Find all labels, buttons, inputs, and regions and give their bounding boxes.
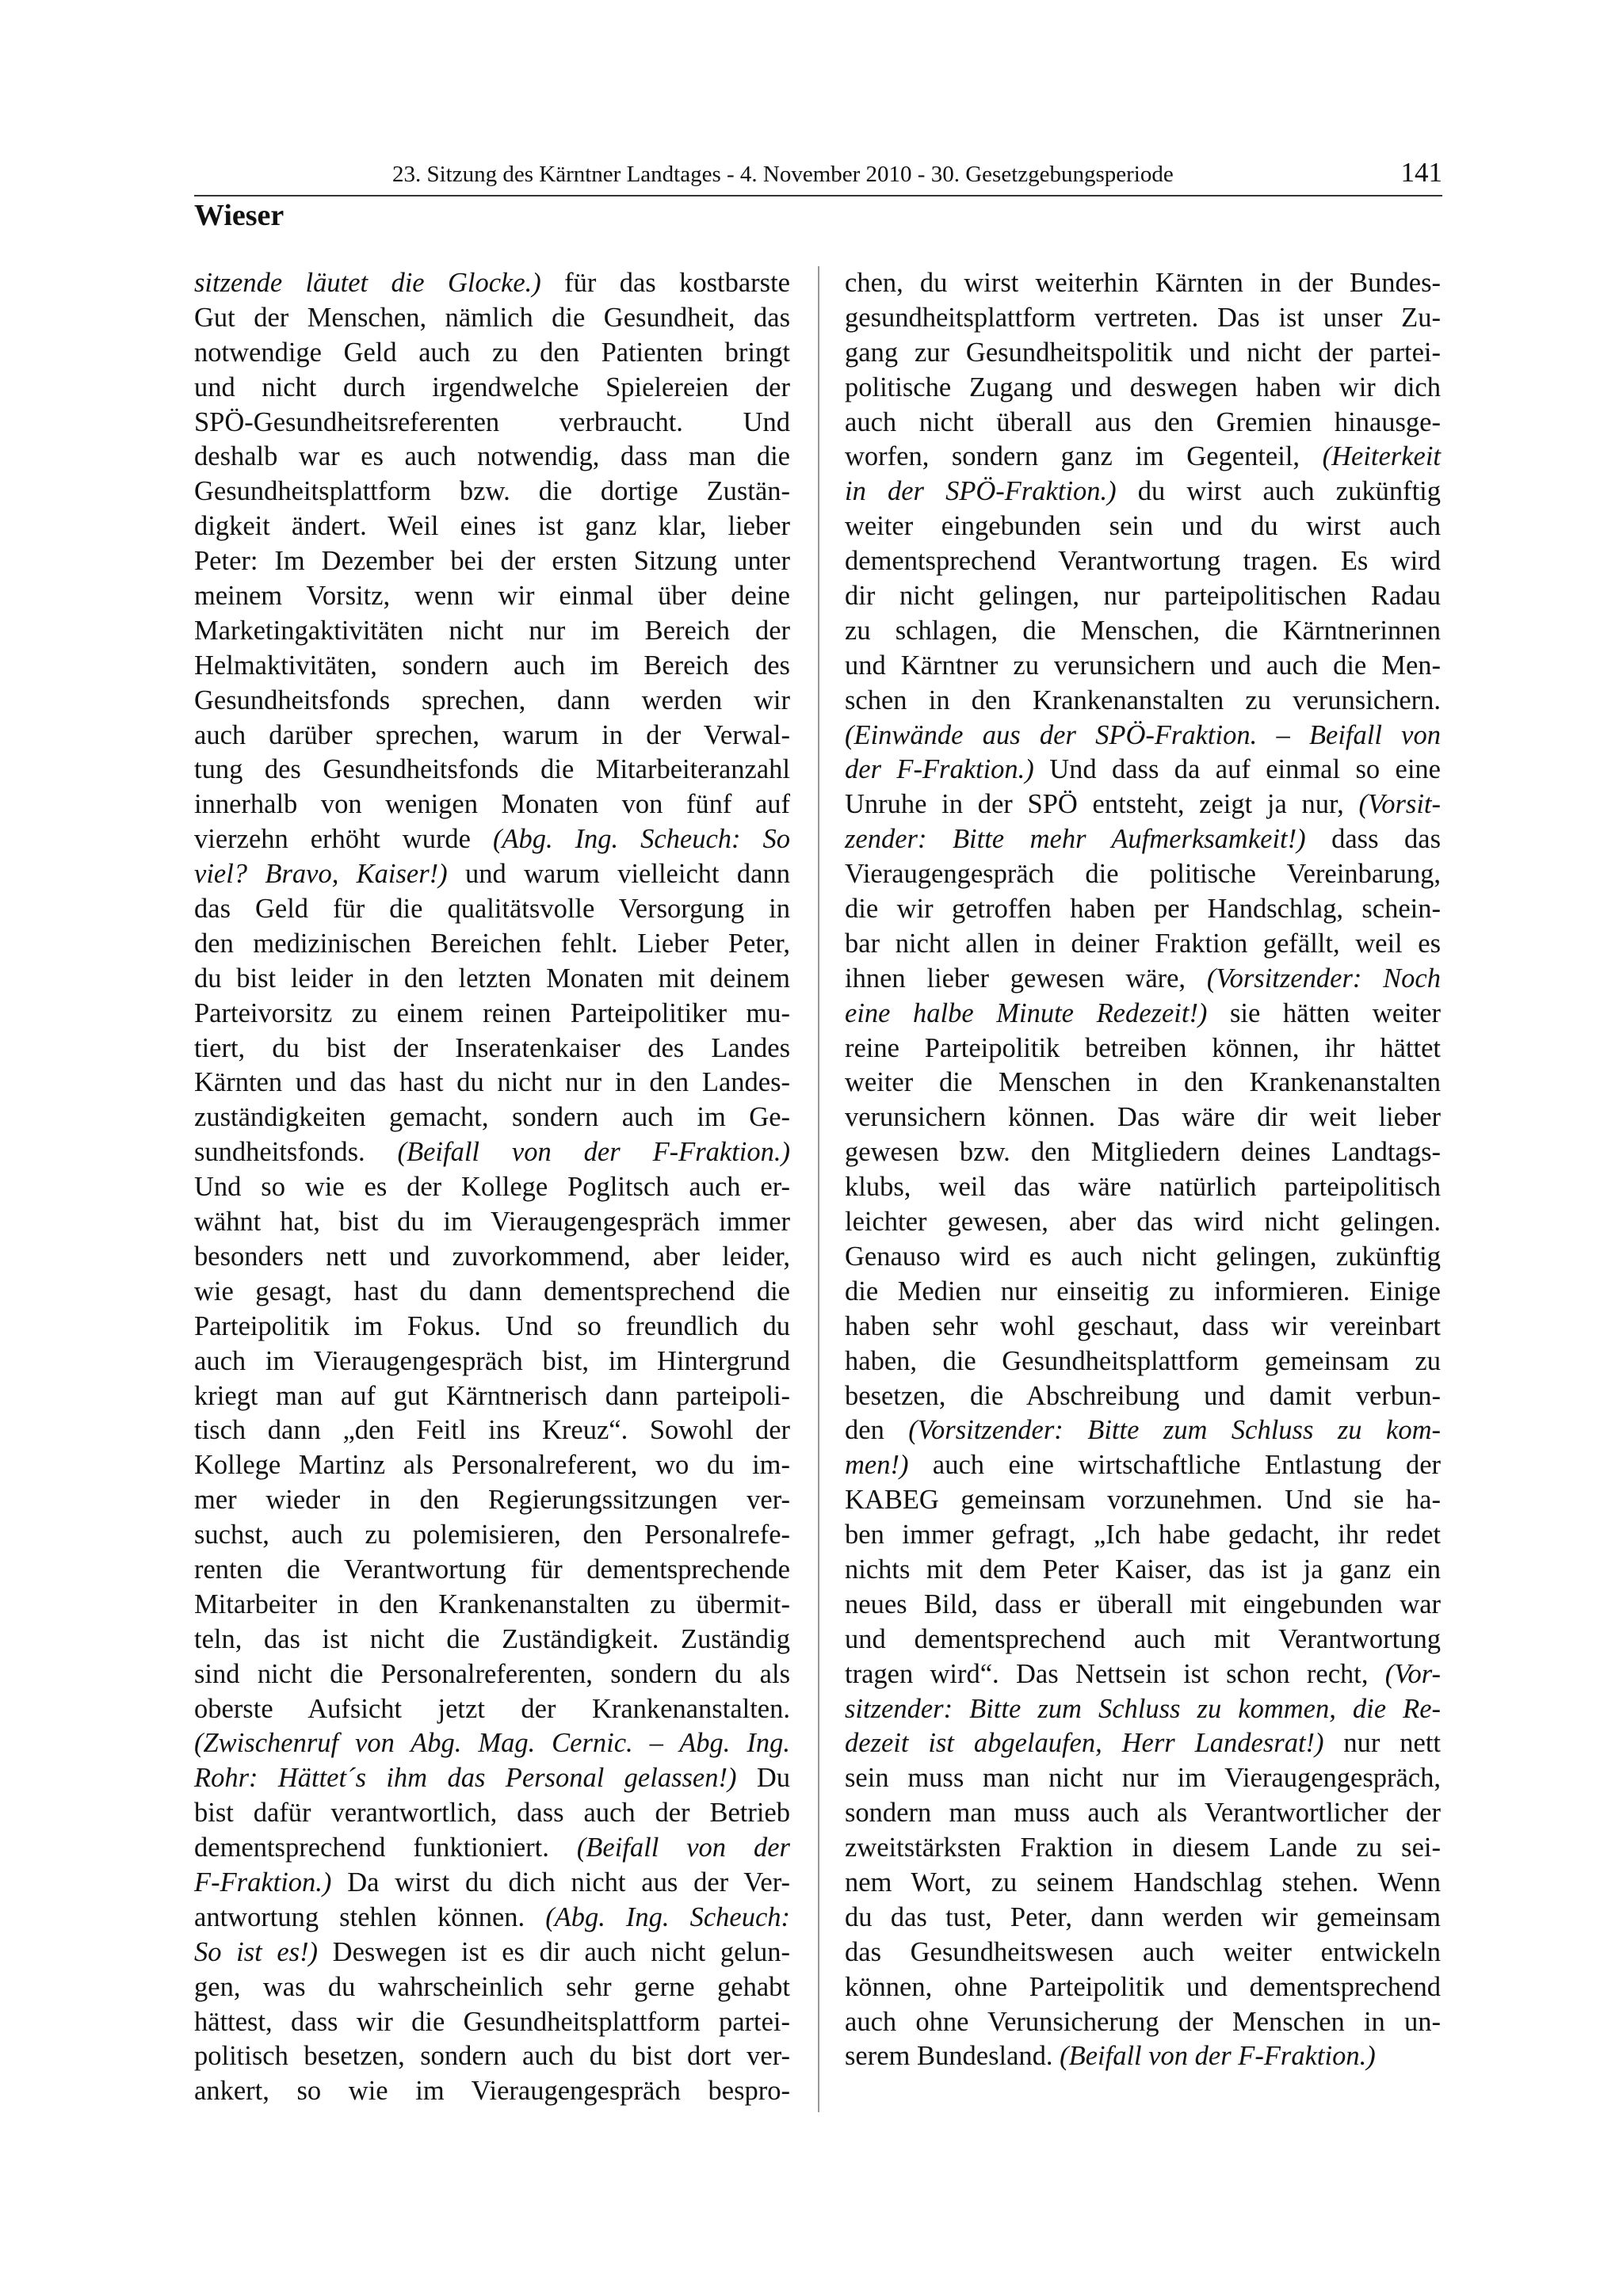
interjection-text: in der SPÖ-Fraktion.) <box>845 476 1117 507</box>
text-line <box>845 1379 1441 1414</box>
text-line <box>845 1448 1441 1483</box>
body-text: sundheitsfonds. <box>194 1137 398 1168</box>
text-line <box>194 1310 790 1344</box>
text-line <box>194 1553 790 1588</box>
text-line <box>194 1518 790 1553</box>
body-text: wähnt hat, bist du im Vieraugengespräch immer <box>194 1207 790 1238</box>
body-text: und Kärntner zu verunsichern und auch die Men- <box>845 650 1441 681</box>
text-line <box>194 719 790 753</box>
body-text: nur nett <box>1323 1728 1441 1759</box>
body-text: und nicht durch irgendwelche Spielereien der <box>194 372 790 402</box>
body-text: worfen, sondern ganz im Gegenteil, <box>845 441 1323 472</box>
text-line <box>194 371 790 406</box>
text-line <box>194 1413 790 1448</box>
body-text: dass das <box>1305 824 1441 855</box>
text-line <box>194 614 790 649</box>
text-line <box>194 301 790 336</box>
body-text: auch eine wirtschaftliche Entlastung der <box>908 1450 1441 1481</box>
body-text: gen, was du wahrscheinlich sehr gerne gehabt <box>194 1971 790 2002</box>
body-text: Und so wie es der Kollege Poglitsch auch er- <box>194 1172 790 1203</box>
interjection-text: sitzende läutet die Glocke.) <box>194 268 541 298</box>
text-line <box>845 997 1441 1032</box>
body-text: schen in den Krankenanstalten zu verunsichern. <box>845 685 1441 715</box>
body-text: auch im Vieraugengespräch bist, im Hintergrund <box>194 1345 790 1376</box>
text-line <box>845 1623 1441 1657</box>
body-text: das Gesundheitswesen auch weiter entwickeln <box>845 1936 1441 1967</box>
body-text: zu schlagen, die Menschen, die Kärntnerinnen <box>845 615 1441 646</box>
text-line <box>845 1518 1441 1553</box>
text-line <box>194 2039 790 2074</box>
text-line <box>845 614 1441 649</box>
interjection-text: (Beifall von der F-Fraktion.) <box>1060 2041 1376 2072</box>
body-text: oberste Aufsicht jetzt der Krankenanstalten. <box>194 1693 790 1724</box>
body-text: bar nicht allen in deiner Fraktion gefällt, weil es <box>845 928 1441 959</box>
text-line <box>845 1553 1441 1588</box>
text-line <box>194 1866 790 1901</box>
text-line <box>194 1032 790 1066</box>
text-line <box>845 857 1441 892</box>
body-text: den <box>845 1415 909 1446</box>
body-text: vierzehn erhöht wurde <box>194 824 493 855</box>
text-line <box>194 1831 790 1866</box>
interjection-text: (Abg. Ing. Scheuch: <box>545 1901 791 1932</box>
body-text: teln, das ist nicht die Zuständigkeit. Zuständig <box>194 1623 790 1654</box>
text-line <box>194 1623 790 1657</box>
body-text: gewesen bzw. den Mitgliedern deines Landtags- <box>845 1137 1441 1168</box>
body-text: du wirst auch zukünftig <box>1116 476 1441 507</box>
text-line <box>845 753 1441 788</box>
body-text: Unruhe in der SPÖ entsteht, zeigt ja nur, <box>845 789 1359 820</box>
text-line <box>194 892 790 927</box>
text-line <box>194 475 790 509</box>
body-text: serem Bundesland. <box>845 2041 1060 2072</box>
text-line <box>845 1970 1441 2005</box>
text-line <box>194 1761 790 1796</box>
body-text: auch ohne Verunsicherung der Menschen in un- <box>845 2006 1441 2037</box>
body-text: neues Bild, dass er überall mit eingebunden war <box>845 1589 1441 1619</box>
interjection-text: (Beifall von der <box>576 1833 790 1863</box>
text-line <box>845 1344 1441 1379</box>
text-line <box>845 1831 1441 1866</box>
text-line <box>194 1066 790 1100</box>
text-line <box>845 509 1441 544</box>
body-text: Mitarbeiter in den Krankenanstalten zu übermit- <box>194 1589 790 1619</box>
text-line <box>845 1240 1441 1275</box>
text-line <box>845 1170 1441 1205</box>
text-line <box>845 962 1441 997</box>
text-line <box>845 684 1441 719</box>
text-line <box>845 892 1441 927</box>
body-text: verunsichern können. Das wäre dir weit lieber <box>845 1102 1441 1133</box>
body-text: nem Wort, zu seinem Handschlag stehen. Wenn <box>845 1867 1441 1897</box>
text-line <box>194 1483 790 1518</box>
text-line <box>845 371 1441 406</box>
text-line <box>194 1588 790 1623</box>
right-column <box>845 266 1441 2074</box>
text-line <box>194 649 790 684</box>
body-text: SPÖ-Gesundheitsreferenten verbraucht. Und <box>194 406 790 437</box>
body-text: chen, du wirst weiterhin Kärnten in der Bundes- <box>845 268 1441 298</box>
interjection-text: eine halbe Minute Redezeit!) <box>845 997 1208 1028</box>
interjection-text: (Vorsitzender: Bitte zum Schluss zu kom- <box>908 1415 1441 1446</box>
interjection-text: (Vorsitzender: Noch <box>1206 963 1441 994</box>
text-line <box>194 2005 790 2040</box>
body-text: notwendige Geld auch zu den Patienten bringt <box>194 337 790 368</box>
body-text: tragen wird“. Das Nettsein ist schon recht, <box>845 1658 1385 1689</box>
body-text: und dementsprechend auch mit Verantwortung <box>845 1623 1441 1654</box>
text-line <box>845 1901 1441 1936</box>
text-line <box>194 1796 790 1831</box>
text-line <box>845 719 1441 753</box>
body-text: ihnen lieber gewesen wäre, <box>845 963 1207 994</box>
text-line <box>194 1448 790 1483</box>
body-text: dementsprechend Verantwortung tragen. Es wird <box>845 546 1441 577</box>
text-line <box>194 1170 790 1205</box>
interjection-text: der F-Fraktion.) <box>845 754 1034 785</box>
text-line <box>194 1100 790 1135</box>
body-text: können, ohne Parteipolitik und dementsprechend <box>845 1971 1441 2002</box>
text-line <box>845 1936 1441 1970</box>
text-line <box>845 266 1441 301</box>
body-text: Peter: Im Dezember bei der ersten Sitzung unter <box>194 546 790 577</box>
text-line <box>194 1240 790 1275</box>
text-line <box>194 1726 790 1761</box>
page-number: 141 <box>1400 157 1442 188</box>
text-line <box>845 927 1441 962</box>
text-line <box>194 1657 790 1692</box>
text-line <box>194 684 790 719</box>
body-text: kriegt man auf gut Kärntnerisch dann parteipoli- <box>194 1380 790 1411</box>
text-line <box>845 1657 1441 1692</box>
body-text: gang zur Gesundheitspolitik und nicht der partei- <box>845 337 1441 368</box>
interjection-text: Rohr: Hättet´s ihm das Personal gelassen!) <box>194 1763 737 1794</box>
text-line <box>845 1796 1441 1831</box>
body-text: bist dafür verantwortlich, dass auch der Betrieb <box>194 1798 790 1829</box>
body-text: das Geld für die qualitätsvolle Versorgung in <box>194 894 790 925</box>
body-text: politische Zugang und deswegen haben wir dich <box>845 372 1441 402</box>
text-line <box>845 475 1441 509</box>
body-text: tisch dann „den Feitl ins Kreuz“. Sowohl der <box>194 1415 790 1446</box>
text-line <box>845 1135 1441 1170</box>
body-text: Gesundheitsplattform bzw. die dortige Zustän- <box>194 476 790 507</box>
text-line <box>845 1275 1441 1310</box>
text-line <box>194 1970 790 2005</box>
text-line <box>845 579 1441 614</box>
body-text: weiter die Menschen in den Krankenanstalten <box>845 1067 1441 1098</box>
body-text: du bist leider in den letzten Monaten mit deinem <box>194 963 790 994</box>
text-line <box>194 753 790 788</box>
interjection-text: (Abg. Ing. Scheuch: So <box>492 824 790 855</box>
text-line <box>845 1483 1441 1518</box>
body-text: Vieraugengespräch die politische Vereinbarung, <box>845 859 1441 890</box>
body-text: besonders nett und zuvorkommend, aber leider, <box>194 1241 790 1272</box>
interjection-text: (Einwände aus der SPÖ-Fraktion. – Beifall von <box>845 719 1441 750</box>
text-line <box>194 2074 790 2109</box>
text-line <box>845 1100 1441 1135</box>
text-line <box>845 1866 1441 1901</box>
interjection-text: F-Fraktion.) <box>194 1867 332 1897</box>
body-text: ankert, so wie im Vieraugengespräch bespro- <box>194 2076 790 2107</box>
text-line <box>845 1692 1441 1727</box>
body-text: deshalb war es auch notwendig, dass man die <box>194 441 790 472</box>
text-line <box>194 1901 790 1936</box>
interjection-text: (Vor- <box>1384 1658 1441 1689</box>
body-text: du das tust, Peter, dann werden wir gemeinsam <box>845 1901 1441 1932</box>
body-text: Da wirst du dich nicht aus der Ver- <box>331 1867 790 1897</box>
body-text: dementsprechend funktioniert. <box>194 1833 577 1863</box>
body-text: antwortung stehlen können. <box>194 1901 546 1932</box>
body-text: tung des Gesundheitsfonds die Mitarbeiteranzahl <box>194 754 790 785</box>
body-text: Parteivorsitz zu einem reinen Parteipolitiker mu- <box>194 997 790 1028</box>
body-text: meinem Vorsitz, wenn wir einmal über deine <box>194 581 790 612</box>
interjection-text: sitzender: Bitte zum Schluss zu kommen, die Re- <box>845 1693 1441 1724</box>
text-line <box>194 857 790 892</box>
body-text: auch nicht überall aus den Gremien hinausge- <box>845 406 1441 437</box>
text-line <box>194 1275 790 1310</box>
body-text: Deswegen ist es dir auch nicht gelun- <box>318 1936 790 1967</box>
text-line <box>194 1692 790 1727</box>
body-text: für das kostbarste <box>540 268 790 298</box>
speaker-name: Wieser <box>194 199 285 232</box>
text-line <box>194 788 790 822</box>
text-line <box>194 1936 790 1970</box>
body-text: ben immer gefragt, „Ich habe gedacht, ihr redet <box>845 1520 1441 1550</box>
body-text: Kärnten und das hast du nicht nur in den Landes- <box>194 1067 790 1098</box>
text-line <box>194 509 790 544</box>
body-text: leichter gewesen, aber das wird nicht gelingen. <box>845 1207 1441 1238</box>
body-text: zweitstärksten Fraktion in diesem Lande zu sei- <box>845 1833 1441 1863</box>
body-text: politisch besetzen, sondern auch du bist dort ver- <box>194 2041 790 2072</box>
body-text: sein muss man nicht nur im Vieraugengespräch, <box>845 1763 1441 1794</box>
body-text: Marketingaktivitäten nicht nur im Bereich der <box>194 615 790 646</box>
body-text: Helmaktivitäten, sondern auch im Bereich des <box>194 650 790 681</box>
body-text: haben sehr wohl geschaut, dass wir vereinbart <box>845 1310 1441 1341</box>
body-text: weiter eingebunden sein und du wirst auch <box>845 511 1441 542</box>
body-text: KABEG gemeinsam vorzunehmen. Und sie ha- <box>845 1485 1441 1516</box>
body-text: die Medien nur einseitig zu informieren. Einige <box>845 1276 1441 1306</box>
body-text: wie gesagt, hast du dann dementsprechend die <box>194 1276 790 1306</box>
interjection-text: men!) <box>845 1450 909 1481</box>
interjection-text: (Heiterkeit <box>1322 441 1441 472</box>
text-line <box>845 1761 1441 1796</box>
body-text: nichts mit dem Peter Kaiser, das ist ja ganz ein <box>845 1554 1441 1585</box>
body-text: sie hätten weiter <box>1207 997 1441 1028</box>
body-text: klubs, weil das wäre natürlich parteipolitisch <box>845 1172 1441 1203</box>
body-text: Du <box>736 1763 790 1794</box>
body-text: mer wieder in den Regierungssitzungen ver- <box>194 1485 790 1516</box>
body-text: und warum vielleicht dann <box>447 859 790 890</box>
body-text: hättest, dass wir die Gesundheitsplattform partei- <box>194 2006 790 2037</box>
body-text: Parteipolitik im Fokus. Und so freundlich du <box>194 1310 790 1341</box>
text-line <box>845 336 1441 371</box>
text-line <box>845 2039 1441 2074</box>
interjection-text: zender: Bitte mehr Aufmerksamkeit!) <box>845 824 1306 855</box>
text-line <box>194 440 790 475</box>
text-line <box>845 2005 1441 2040</box>
text-line <box>194 336 790 371</box>
header-rule <box>194 195 1442 196</box>
text-line <box>845 301 1441 336</box>
text-line <box>845 1726 1441 1761</box>
text-line <box>845 1413 1441 1448</box>
left-column <box>194 266 790 2109</box>
text-line <box>194 927 790 962</box>
body-text: dir nicht gelingen, nur parteipolitischen Radau <box>845 581 1441 612</box>
interjection-text: (Beifall von der F-Fraktion.) <box>397 1137 790 1168</box>
text-line <box>194 962 790 997</box>
column-divider <box>818 266 819 2112</box>
body-text: innerhalb von wenigen Monaten von fünf auf <box>194 789 790 820</box>
text-line <box>845 1205 1441 1240</box>
text-line <box>845 406 1441 441</box>
text-line <box>194 406 790 441</box>
body-text: Gesundheitsfonds sprechen, dann werden wir <box>194 685 790 715</box>
text-line <box>845 788 1441 822</box>
interjection-text: (Vorsit- <box>1358 789 1441 820</box>
text-line <box>194 579 790 614</box>
body-text: suchst, auch zu polemisieren, den Personalrefe- <box>194 1520 790 1550</box>
text-line <box>194 1135 790 1170</box>
body-text: sondern man muss auch als Verantwortlicher der <box>845 1798 1441 1829</box>
text-line <box>194 822 790 857</box>
text-line <box>194 266 790 301</box>
interjection-text: dezeit ist abgelaufen, Herr Landesrat!) <box>845 1728 1324 1759</box>
body-text: Genauso wird es auch nicht gelingen, zukünftig <box>845 1241 1441 1272</box>
body-text: Kollege Martinz als Personalreferent, wo du im- <box>194 1450 790 1481</box>
interjection-text: So ist es!) <box>194 1936 319 1967</box>
body-text: haben, die Gesundheitsplattform gemeinsam zu <box>845 1345 1441 1376</box>
body-text: reine Parteipolitik betreiben können, ihr hättet <box>845 1032 1441 1063</box>
body-text: zuständigkeiten gemacht, sondern auch im Ge- <box>194 1102 790 1133</box>
body-text: renten die Verantwortung für dementsprechende <box>194 1554 790 1585</box>
text-line <box>194 997 790 1032</box>
body-text: den medizinischen Bereichen fehlt. Lieber Peter, <box>194 928 790 959</box>
interjection-text: viel? Bravo, Kaiser!) <box>194 859 448 890</box>
body-text: die wir getroffen haben per Handschlag, schein- <box>845 894 1441 925</box>
text-line <box>845 1066 1441 1100</box>
body-text: Gut der Menschen, nämlich die Gesundheit, das <box>194 302 790 333</box>
text-line <box>194 1344 790 1379</box>
interjection-text: (Zwischenruf von Abg. Mag. Cernic. – Abg. Ing. <box>194 1728 790 1759</box>
body-text: digkeit ändert. Weil eines ist ganz klar, lieber <box>194 511 790 542</box>
running-header <box>194 157 1442 196</box>
text-line <box>194 1379 790 1414</box>
body-text: besetzen, die Abschreibung und damit verbun- <box>845 1380 1441 1411</box>
header-title: 23. Sitzung des Kärntner Landtages - 4. November 2010 - 30. Gesetzgebungsperiode <box>392 162 1174 187</box>
text-line <box>845 1310 1441 1344</box>
text-line <box>845 649 1441 684</box>
body-text: auch darüber sprechen, warum in der Verwal- <box>194 719 790 750</box>
text-line <box>194 544 790 579</box>
body-text: sind nicht die Personalreferenten, sondern du als <box>194 1658 790 1689</box>
text-line <box>845 1588 1441 1623</box>
text-line <box>845 1032 1441 1066</box>
body-text: tiert, du bist der Inseratenkaiser des Landes <box>194 1032 790 1063</box>
body-text: gesundheitsplattform vertreten. Das ist unser Zu- <box>845 302 1441 333</box>
text-line <box>845 822 1441 857</box>
text-line <box>194 1205 790 1240</box>
text-line <box>845 544 1441 579</box>
text-line <box>845 440 1441 475</box>
body-text: Und dass da auf einmal so eine <box>1033 754 1441 785</box>
